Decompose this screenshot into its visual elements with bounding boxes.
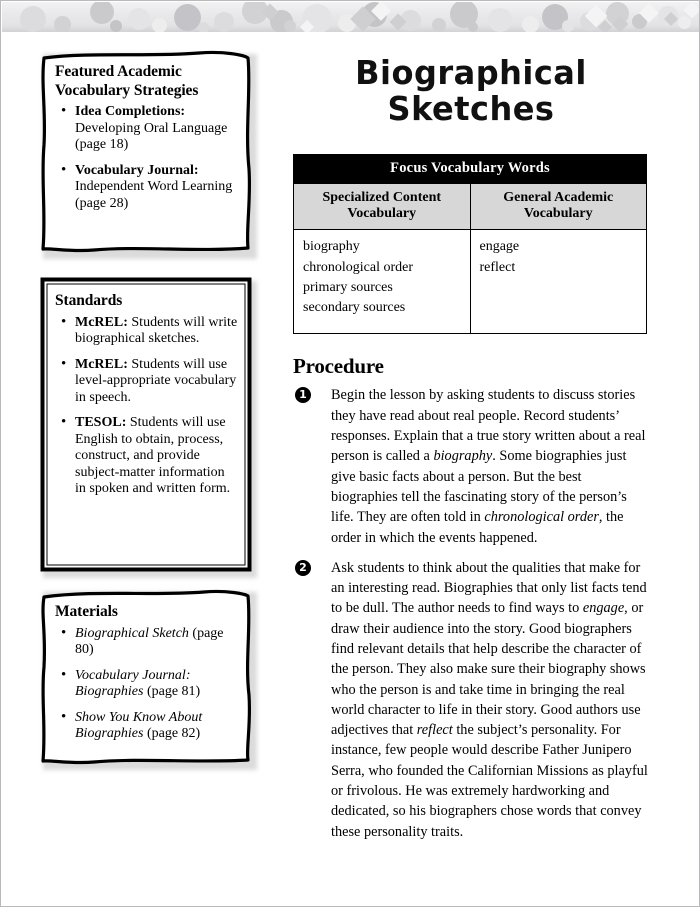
vocab-word: reflect — [479, 259, 516, 275]
table-title: Focus Vocabulary Words — [294, 155, 647, 184]
banner-circle — [214, 12, 234, 32]
featured-strategies-box — [39, 49, 253, 254]
banner-circle — [110, 20, 122, 32]
item-rest: Students will write biographical sketches. — [75, 314, 238, 347]
step-text: Ask students to think about the qualities that make for an interesting read. Biographies that only list facts tend to be dull. The author needs to find ways to engage, or draw their audience into the story. Good biographers find relevant details that help describe the character of the person. They also make sure their biography shows who the person is and take time in bringing the real world character to life in their story. Good authors use adjectives that reflect the subject’s personality. For instance, few people would describe Father Junipero Serra, who founded the Californian Missions as playful or frivolous. He was extremely hardworking and dedicated, so his biographers chose words that convey these personality traits. — [331, 559, 648, 840]
sidebar — [39, 49, 253, 779]
vocab-word: engage — [479, 239, 520, 255]
table-header-row — [294, 184, 647, 230]
box-content — [39, 49, 253, 224]
banner-circle — [488, 8, 512, 32]
item-lead: Idea Completions: — [75, 104, 186, 120]
banner-circle — [54, 16, 71, 32]
item-lead: McREL: — [75, 356, 128, 372]
list-item — [75, 315, 239, 348]
box-heading: Materials — [55, 603, 118, 620]
list-item — [75, 415, 239, 498]
box-heading: Standards — [55, 292, 123, 309]
vocab-word: chronological order — [303, 259, 414, 275]
banner-circle — [128, 8, 150, 30]
column-header-general: General Academic Vocabulary — [470, 184, 647, 230]
banner-circle — [152, 18, 167, 32]
standards-box — [39, 276, 253, 573]
list-item — [75, 668, 239, 701]
focus-vocabulary-table — [293, 154, 647, 334]
vocab-word: secondary sources — [303, 299, 406, 315]
banner-circle — [20, 6, 46, 32]
banner-circle — [468, 22, 478, 32]
column-header-specialized: Specialized Content Vocabulary — [294, 184, 471, 230]
page-title: Biographical Sketches — [355, 53, 587, 128]
box-list — [55, 104, 239, 212]
box-heading: Featured Academic Vocabulary Strategies — [55, 63, 199, 99]
item-rest: Students will use English to obtain, process, construct, and provide subject-matter information in spoken and written form. — [75, 415, 231, 497]
procedure-heading: Procedure — [293, 354, 384, 379]
item-rest: (page 82) — [143, 726, 201, 742]
box-content — [39, 276, 253, 510]
item-title: Show You Know About Biographies — [75, 709, 203, 742]
specialized-vocab-cell — [294, 230, 471, 334]
item-rest: Developing Oral Language (page 18) — [75, 120, 228, 153]
general-vocab-cell — [470, 230, 647, 334]
banner-circle — [90, 2, 114, 24]
vocab-word: biography — [303, 239, 360, 255]
item-rest: (page 81) — [143, 684, 201, 700]
item-lead: Vocabulary Journal: — [75, 162, 199, 178]
box-list — [55, 315, 239, 498]
step-number-badge: 2 — [295, 560, 311, 576]
item-title: Vocabulary Journal: Biographies — [75, 667, 191, 700]
box-list — [55, 626, 239, 743]
list-item — [75, 104, 239, 154]
box-content — [39, 587, 253, 755]
step-number-badge: 1 — [295, 387, 311, 403]
procedure-step — [293, 558, 649, 842]
banner-circle — [562, 20, 574, 32]
table-title-row — [294, 155, 647, 184]
banner-circle — [174, 4, 201, 31]
list-item — [75, 357, 239, 407]
item-rest: (page 80) — [75, 625, 224, 658]
item-rest: Independent Word Learning (page 28) — [75, 179, 233, 211]
list-item — [75, 710, 239, 743]
banner-circle — [198, 22, 209, 32]
list-item — [75, 163, 239, 213]
banner-circle — [522, 16, 539, 32]
item-rest: Students will use level-appropriate vocabulary in speech. — [75, 356, 237, 405]
main-column — [293, 47, 649, 852]
banner-circle — [678, 16, 691, 29]
banner-circle — [284, 20, 296, 32]
vocab-word: primary sources — [303, 279, 393, 295]
item-lead: McREL: — [75, 314, 128, 330]
materials-box — [39, 587, 253, 765]
banner-circle — [432, 18, 446, 32]
step-text: Begin the lesson by asking students to discuss stories they have read about real people. Record students’ responses. Explain that a true story written about a real person is called a biography. Some biographies just give basic facts about a person. But the best biographies tell the fascinating story of the person’s life. They are often told in chronological order, the order in which the events happened. — [331, 387, 646, 546]
list-item — [75, 626, 239, 659]
procedure-step — [293, 385, 649, 547]
decorative-banner — [2, 2, 700, 32]
item-title: Biographical Sketch — [75, 625, 189, 641]
item-lead: TESOL: — [75, 415, 127, 431]
table-body-row — [294, 230, 647, 334]
